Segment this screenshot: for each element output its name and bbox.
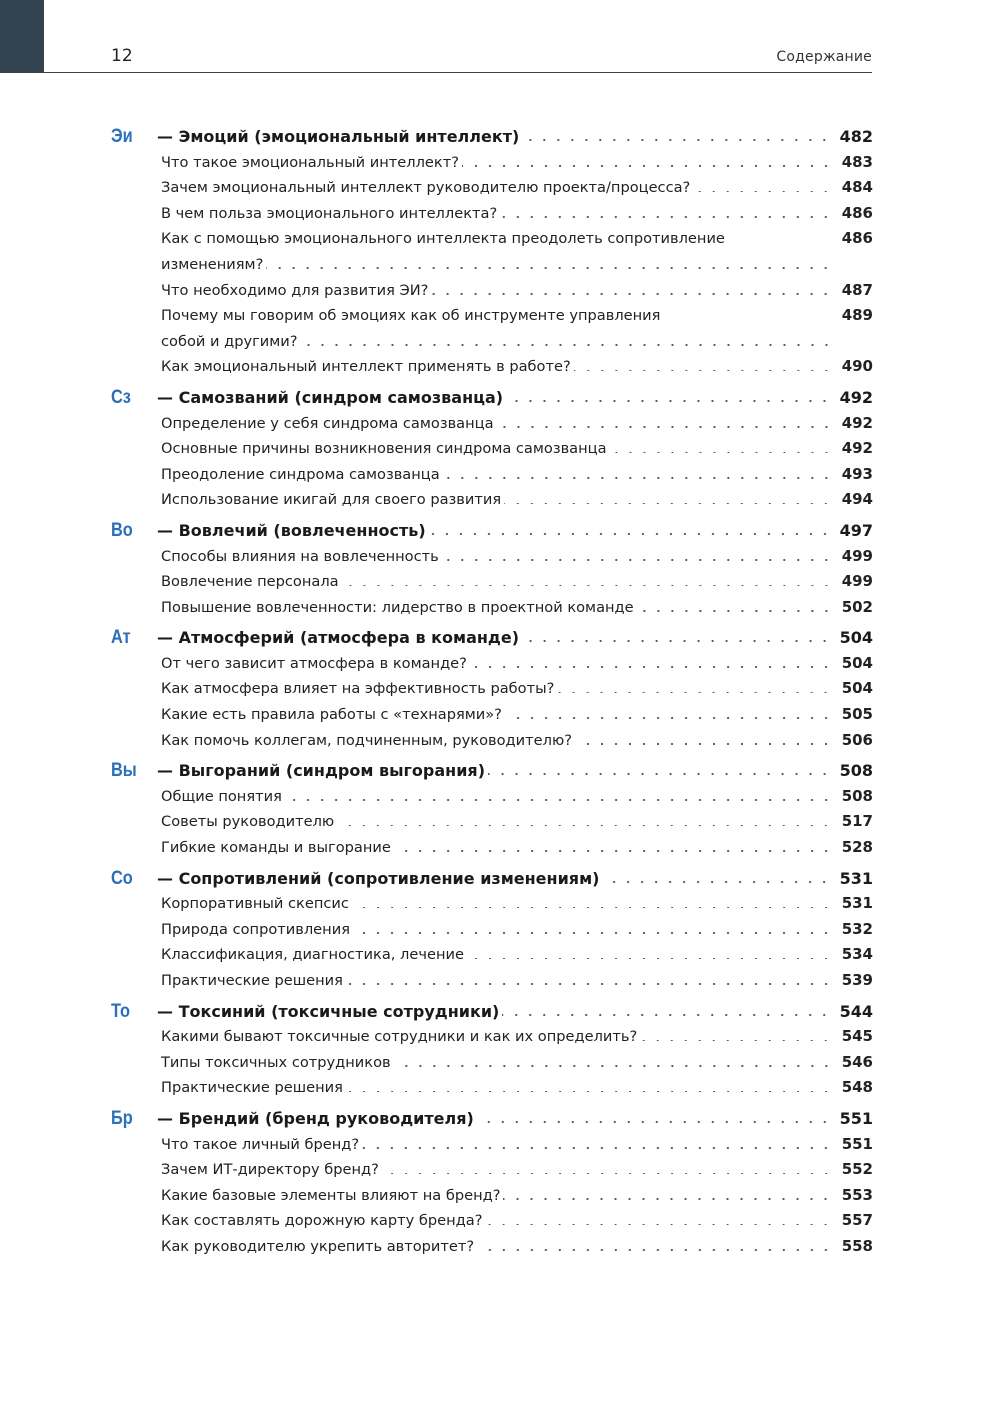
- toc-entry-body: [161, 569, 841, 595]
- toc-entry-line: [111, 1106, 840, 1132]
- toc-entry-line: [161, 1183, 841, 1209]
- toc-chapter-heading[interactable]: [111, 385, 873, 411]
- dot-leader: [477, 1108, 832, 1124]
- chapter-page-number: 504: [839, 628, 873, 648]
- dot-leader: [497, 413, 833, 428]
- dot-leader: [506, 387, 831, 403]
- toc-entry-body: [161, 278, 841, 304]
- toc-entry-body: [161, 1157, 841, 1183]
- toc-entry-body: [161, 1234, 841, 1260]
- toc-subentry[interactable]: [111, 1050, 873, 1076]
- subentry-page-number: 490: [841, 357, 873, 376]
- toc-subentry[interactable]: [111, 595, 873, 621]
- toc-entry-line: [161, 942, 841, 968]
- subentry-page-number: 504: [841, 653, 873, 672]
- subentry-page-number: 546: [841, 1052, 873, 1071]
- toc-subentry[interactable]: [111, 175, 873, 201]
- toc-subentry[interactable]: [111, 968, 873, 994]
- subentry-page-number: 483: [841, 152, 873, 171]
- dot-leader: [394, 837, 833, 852]
- subentry-page-number: 499: [841, 572, 873, 591]
- toc-entry-body: [161, 436, 841, 462]
- toc-entry-body: [161, 354, 841, 380]
- toc-chapter: [111, 518, 873, 620]
- subentry-title: Советы руководителю: [161, 813, 335, 831]
- subentry-page-number: 508: [841, 786, 873, 805]
- dot-leader: [346, 1078, 833, 1093]
- toc-entry-body: [161, 784, 841, 810]
- dot-leader: [575, 730, 833, 745]
- toc-subentry[interactable]: [111, 891, 873, 917]
- dot-leader: [353, 919, 833, 934]
- toc-chapter-heading[interactable]: [111, 625, 873, 651]
- toc-subentry[interactable]: [111, 201, 873, 227]
- toc-subentry[interactable]: [111, 354, 873, 380]
- subentry-title: Определение у себя синдрома самозванца: [161, 414, 494, 432]
- subentry-title: Как атмосфера влияет на эффективность работы?: [161, 680, 555, 698]
- subentry-page-number: 553: [841, 1185, 873, 1204]
- toc-subentry[interactable]: [111, 651, 873, 677]
- toc-entry-line: [161, 917, 841, 943]
- toc-entry-body: [161, 1183, 841, 1209]
- toc-subentry[interactable]: [111, 1132, 873, 1158]
- dot-leader: [504, 490, 833, 505]
- subentry-page-number: 489: [841, 306, 873, 325]
- toc-subentry[interactable]: [111, 702, 873, 728]
- subentry-title: В чем польза эмоционального интеллекта?: [161, 204, 498, 222]
- subentry-page-number: 484: [841, 178, 873, 197]
- table-of-contents: [111, 124, 873, 1265]
- toc-entry-line: [161, 891, 841, 917]
- running-head: Содержание: [776, 49, 872, 65]
- subentry-title: Вовлечение персонала: [161, 573, 339, 591]
- toc-entry-line: [161, 1132, 841, 1158]
- subentry-title: Природа сопротивления: [161, 920, 350, 938]
- toc-chapter: [111, 124, 873, 380]
- toc-subentry[interactable]: [111, 303, 873, 354]
- chapter-page-number: 508: [839, 761, 873, 781]
- subentry-page-number: 492: [841, 439, 873, 458]
- toc-entry-line: [161, 278, 841, 304]
- subentry-title: От чего зависит атмосфера в команде?: [161, 654, 467, 672]
- toc-entry-line: [111, 518, 840, 544]
- toc-entry-body: [161, 150, 841, 176]
- subentry-title: Как руководителю укрепить авторитет?: [161, 1237, 475, 1255]
- subentry-title: Что такое личный бренд?: [161, 1135, 360, 1153]
- subentry-page-number: 539: [841, 971, 873, 989]
- dot-leader: [574, 357, 833, 372]
- subentry-title: Корпоративный скепсис: [161, 895, 349, 913]
- subentry-page-number: 502: [841, 597, 873, 616]
- dot-leader: [477, 1236, 833, 1251]
- subentry-title: Преодоление синдрома самозванца: [161, 465, 440, 483]
- chapter-title: — Самозваний (синдром самозванца): [157, 387, 504, 407]
- toc-entry-body: [111, 625, 840, 651]
- toc-entry-line: [161, 835, 841, 861]
- toc-entry-body: [161, 942, 841, 968]
- subentry-title: Что необходимо для развития ЭИ?: [161, 281, 429, 299]
- toc-chapter-heading[interactable]: [111, 758, 873, 784]
- chapter-abbreviation: Вы: [111, 760, 137, 782]
- toc-entry-body: [161, 809, 841, 835]
- toc-entry-line: [161, 784, 841, 810]
- toc-entry-body: [111, 124, 840, 150]
- subentry-title: собой и другими?: [161, 332, 298, 350]
- toc-subentry[interactable]: [111, 1157, 873, 1183]
- subentry-page-number: 493: [841, 464, 873, 483]
- subentry-page-number: 558: [841, 1236, 873, 1255]
- toc-entry-body: [111, 999, 840, 1025]
- toc-chapter: [111, 625, 873, 753]
- toc-chapter: [111, 385, 873, 513]
- toc-entry-body: [161, 702, 841, 728]
- toc-subentry[interactable]: [111, 835, 873, 861]
- subentry-page-number: 499: [841, 546, 873, 565]
- dot-leader: [522, 627, 832, 643]
- toc-entry-line: [161, 252, 841, 278]
- dot-leader: [443, 464, 833, 479]
- toc-entry-line: [161, 1024, 841, 1050]
- toc-chapter-heading[interactable]: [111, 999, 873, 1025]
- toc-subentry[interactable]: [111, 1183, 873, 1209]
- chapter-page-number: 531: [839, 868, 873, 888]
- dot-leader: [442, 546, 833, 561]
- toc-entry-line: [161, 676, 841, 702]
- subentry-title: Зачем эмоциональный интеллект руководителю проекта/процесса?: [161, 179, 691, 197]
- subentry-title: Гибкие команды и выгорание: [161, 839, 391, 857]
- chapter-abbreviation: Эи: [111, 126, 133, 147]
- toc-entry-line: [161, 1075, 841, 1101]
- dot-leader: [505, 704, 833, 719]
- subentry-page-number: 505: [841, 705, 873, 724]
- subentry-page-number: 551: [841, 1134, 873, 1153]
- dot-leader: [602, 868, 831, 884]
- subentry-page-number: 528: [841, 838, 873, 857]
- chapter-page-number: 497: [839, 520, 873, 540]
- toc-entry-body: [161, 595, 841, 621]
- toc-entry-body: [161, 917, 841, 943]
- chapter-page-number: 492: [839, 387, 873, 407]
- chapter-abbreviation: Ат: [111, 627, 131, 649]
- toc-entry-body: [161, 968, 841, 994]
- subentry-page-number: 545: [841, 1027, 873, 1046]
- toc-entry-line: [161, 702, 841, 728]
- subentry-title: Практические решения: [161, 972, 343, 989]
- toc-entry-body: [161, 201, 841, 227]
- toc-entry-body: [161, 728, 841, 754]
- dot-leader: [470, 653, 833, 668]
- toc-entry-body: [161, 1132, 841, 1158]
- page-number: 12: [111, 46, 133, 66]
- subentry-title-first-line: Почему мы говорим об эмоциях как об инструменте управления: [161, 307, 661, 325]
- dot-leader: [485, 1211, 833, 1226]
- toc-entry-body: [161, 487, 841, 513]
- toc-subentry[interactable]: [111, 728, 873, 754]
- dot-leader: [693, 178, 833, 193]
- dot-leader: [557, 679, 833, 694]
- chapter-abbreviation: Сз: [111, 386, 131, 408]
- subentry-title: Общие понятия: [161, 787, 282, 805]
- toc-entry-line: [161, 354, 841, 380]
- subentry-title: Как эмоциональный интеллект применять в работе?: [161, 358, 571, 376]
- chapter-title: — Выгораний (синдром выгорания): [157, 761, 486, 781]
- dot-leader: [285, 786, 833, 801]
- toc-entry-line: [161, 150, 841, 176]
- dot-leader: [462, 152, 833, 167]
- subentry-title: Повышение вовлеченности: лидерство в проектной команде: [161, 598, 634, 616]
- subentry-title: Практические решения: [161, 1079, 343, 1097]
- corner-color-block: [0, 0, 44, 73]
- header-rule: [44, 72, 872, 73]
- toc-entry-body: [161, 1024, 841, 1050]
- toc-subentry[interactable]: [111, 1234, 873, 1260]
- toc-chapter: [111, 866, 873, 994]
- dot-leader: [352, 894, 833, 909]
- toc-entry-body: [161, 891, 841, 917]
- dot-leader: [610, 439, 833, 454]
- toc-entry-body: [161, 226, 841, 277]
- toc-subentry[interactable]: [111, 150, 873, 176]
- toc-entry-line: [111, 385, 840, 411]
- subentry-page-number: 486: [841, 229, 873, 248]
- toc-entry-line: [161, 595, 841, 621]
- subentry-title: Использование икигай для своего развития: [161, 491, 502, 509]
- toc-entry-body: [161, 835, 841, 861]
- subentry-page-number: 557: [841, 1211, 873, 1230]
- subentry-title: Какие базовые элементы влияют на бренд?: [161, 1186, 501, 1204]
- toc-entry-line: [161, 968, 841, 994]
- toc-entry-body: [111, 518, 840, 544]
- dot-leader: [522, 126, 831, 142]
- toc-entry-line: [111, 758, 840, 784]
- subentry-page-number: 532: [841, 919, 873, 938]
- dot-leader: [362, 1134, 833, 1149]
- dot-leader: [637, 597, 833, 612]
- dot-leader: [500, 203, 833, 218]
- toc-entry-line: [111, 625, 840, 651]
- toc-entry-line: [161, 329, 841, 355]
- toc-entry-line: [161, 175, 841, 201]
- subentry-page-number: 487: [841, 280, 873, 299]
- dot-leader: [431, 280, 833, 295]
- dot-leader: [266, 254, 833, 269]
- chapter-page-number: 551: [839, 1108, 873, 1128]
- subentry-title-first-line: Как с помощью эмоционального интеллекта преодолеть сопротивление: [161, 230, 725, 248]
- dot-leader: [467, 945, 833, 960]
- subentry-page-number: 492: [841, 413, 873, 432]
- toc-entry-body: [111, 866, 840, 892]
- toc-subentry[interactable]: [111, 917, 873, 943]
- subentry-title: Способы влияния на вовлеченность: [161, 547, 439, 565]
- toc-entry-body: [161, 1208, 841, 1234]
- toc-chapter-heading[interactable]: [111, 866, 873, 892]
- dot-leader: [640, 1027, 833, 1042]
- toc-subentry[interactable]: [111, 569, 873, 595]
- toc-entry-line: [161, 1050, 841, 1076]
- toc-entry-body: [161, 651, 841, 677]
- toc-entry-line: [161, 728, 841, 754]
- subentry-title: Как составлять дорожную карту бренда?: [161, 1212, 483, 1230]
- dot-leader: [394, 1052, 833, 1067]
- subentry-title: Какие есть правила работы с «технарями»?: [161, 706, 502, 724]
- toc-subentry[interactable]: [111, 676, 873, 702]
- subentry-title: Зачем ИТ-директору бренд?: [161, 1161, 379, 1179]
- subentry-page-number: 548: [841, 1078, 873, 1097]
- chapter-title: — Сопротивлений (сопротивление изменениям): [157, 868, 600, 888]
- toc-entry-line: [161, 569, 841, 595]
- toc-entry-line: [111, 999, 840, 1025]
- toc-entry-body: [161, 411, 841, 437]
- toc-chapter-heading[interactable]: [111, 124, 873, 150]
- toc-chapter-heading[interactable]: [111, 518, 873, 544]
- toc-subentry[interactable]: [111, 487, 873, 513]
- chapter-title: — Эмоций (эмоциональный интеллект): [157, 127, 520, 146]
- chapter-title: — Вовлечий (вовлеченность): [157, 520, 426, 540]
- chapter-title: — Атмосферий (атмосфера в команде): [157, 628, 519, 648]
- subentry-title: изменениям?: [161, 255, 264, 273]
- chapter-title: — Брендий (бренд руководителя): [157, 1108, 474, 1128]
- dot-leader: [337, 812, 833, 827]
- chapter-page-number: 482: [839, 127, 873, 146]
- subentry-title: Что такое эмоциональный интеллект?: [161, 153, 459, 171]
- toc-entry-line: [161, 462, 841, 488]
- chapter-page-number: 544: [839, 1001, 873, 1021]
- toc-subentry[interactable]: [111, 278, 873, 304]
- toc-entry-line: [161, 487, 841, 513]
- dot-leader: [382, 1160, 833, 1175]
- subentry-page-number: 486: [841, 203, 873, 222]
- toc-subentry[interactable]: [111, 544, 873, 570]
- toc-subentry[interactable]: [111, 436, 873, 462]
- toc-entry-line: [161, 1208, 841, 1234]
- dot-leader: [502, 1001, 831, 1017]
- subentry-title: Основные причины возникновения синдрома самозванца: [161, 440, 607, 458]
- toc-entry-body: [111, 385, 840, 411]
- toc-subentry[interactable]: [111, 784, 873, 810]
- toc-entry-body: [111, 1106, 840, 1132]
- subentry-page-number: 531: [841, 894, 873, 913]
- toc-entry-line: [161, 436, 841, 462]
- toc-subentry[interactable]: [111, 226, 873, 277]
- toc-entry-body: [161, 544, 841, 570]
- chapter-abbreviation: То: [111, 1000, 130, 1022]
- dot-leader: [429, 520, 832, 536]
- subentry-title: Как помочь коллегам, подчиненным, руководителю?: [161, 731, 572, 749]
- toc-entry-line: [161, 809, 841, 835]
- toc-entry-body: [111, 758, 840, 784]
- toc-chapter: [111, 1106, 873, 1260]
- toc-entry-line: [161, 1234, 841, 1260]
- subentry-page-number: 504: [841, 679, 873, 698]
- dot-leader: [342, 572, 833, 587]
- toc-chapter: [111, 999, 873, 1101]
- toc-subentry[interactable]: [111, 1208, 873, 1234]
- toc-entry-body: [161, 676, 841, 702]
- toc-subentry[interactable]: [111, 809, 873, 835]
- subentry-title: Типы токсичных сотрудников: [161, 1053, 391, 1071]
- toc-entry-line: [161, 1157, 841, 1183]
- subentry-title: Какими бывают токсичные сотрудники и как их определить?: [161, 1028, 638, 1046]
- subentry-page-number: 552: [841, 1160, 873, 1179]
- toc-entry-line: [161, 651, 841, 677]
- toc-entry-line: [161, 201, 841, 227]
- toc-entry-body: [161, 175, 841, 201]
- toc-entry-line: [161, 411, 841, 437]
- toc-entry-body: [161, 1050, 841, 1076]
- toc-entry-line: [111, 124, 840, 150]
- toc-entry-body: [161, 462, 841, 488]
- subentry-page-number: 506: [841, 730, 873, 749]
- subentry-page-number: 534: [841, 945, 873, 964]
- subentry-title: Классификация, диагностика, лечение: [161, 946, 464, 964]
- chapter-abbreviation: Во: [111, 519, 133, 541]
- subentry-page-number: 494: [841, 490, 873, 509]
- subentry-page-number: 517: [841, 812, 873, 831]
- toc-entry-body: [161, 1075, 841, 1101]
- toc-entry-body: [161, 303, 841, 354]
- chapter-abbreviation: Со: [111, 867, 133, 889]
- chapter-abbreviation: Бр: [111, 1107, 133, 1129]
- toc-subentry[interactable]: [111, 1024, 873, 1050]
- dot-leader: [488, 760, 832, 776]
- toc-chapter-heading[interactable]: [111, 1106, 873, 1132]
- toc-chapter: [111, 758, 873, 860]
- toc-entry-line: [161, 544, 841, 570]
- toc-subentry[interactable]: [111, 411, 873, 437]
- dot-leader: [503, 1185, 833, 1200]
- toc-subentry[interactable]: [111, 1075, 873, 1101]
- dot-leader: [346, 970, 833, 985]
- toc-entry-line: [111, 866, 840, 892]
- toc-subentry[interactable]: [111, 462, 873, 488]
- chapter-title: — Токсиний (токсичные сотрудники): [157, 1001, 500, 1021]
- dot-leader: [301, 331, 833, 346]
- toc-subentry[interactable]: [111, 942, 873, 968]
